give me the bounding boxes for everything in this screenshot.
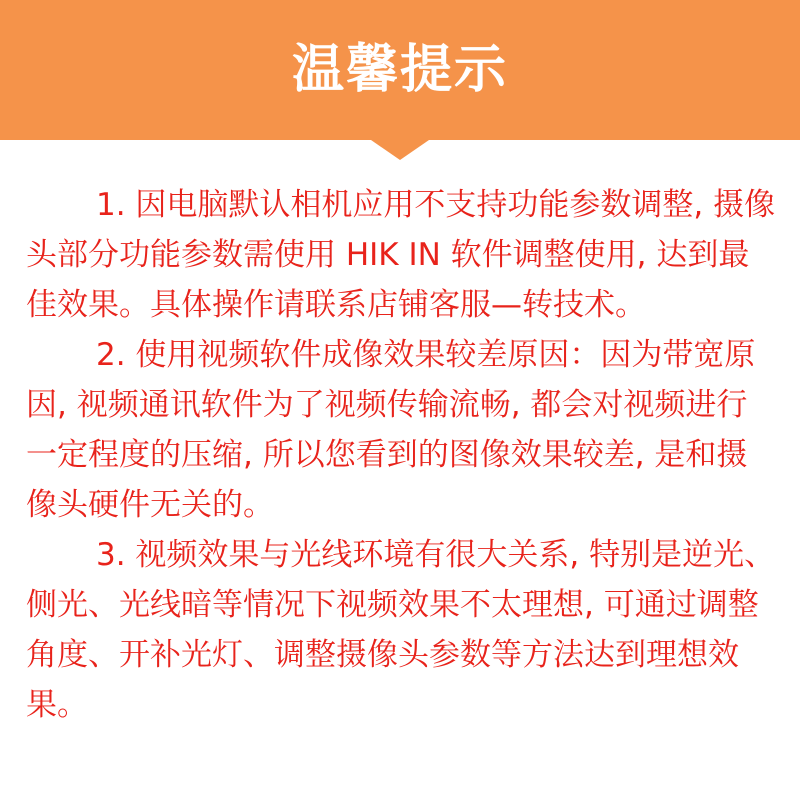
page-title: 温馨提示 [291, 40, 508, 100]
tip-item-2: 2. 使用视频软件成像效果较差原因：因为带宽原因, 视频通讯软件为了视频传输流畅, 都会对视频进行一定程度的压缩, 所以您看到的图像效果较差, 是和摄像头硬件无关的。 [26, 337, 756, 523]
tip-item-1: 1. 因电脑默认相机应用不支持功能参数调整, 摄像头部分功能参数需使用 HIK IN 软件调整使用, 达到最佳效果。具体操作请联系店铺客服—转技术。 [26, 187, 776, 323]
banner-notch-arrow [371, 140, 429, 160]
tips-list [26, 180, 776, 730]
tip-item-3: 3. 视频效果与光线环境有很大关系, 特别是逆光、侧光、光线暗等情况下视频效果不太理想, 可通过调整角度、开补光灯、调整摄像头参数等方法达到理想效果。 [26, 537, 776, 723]
